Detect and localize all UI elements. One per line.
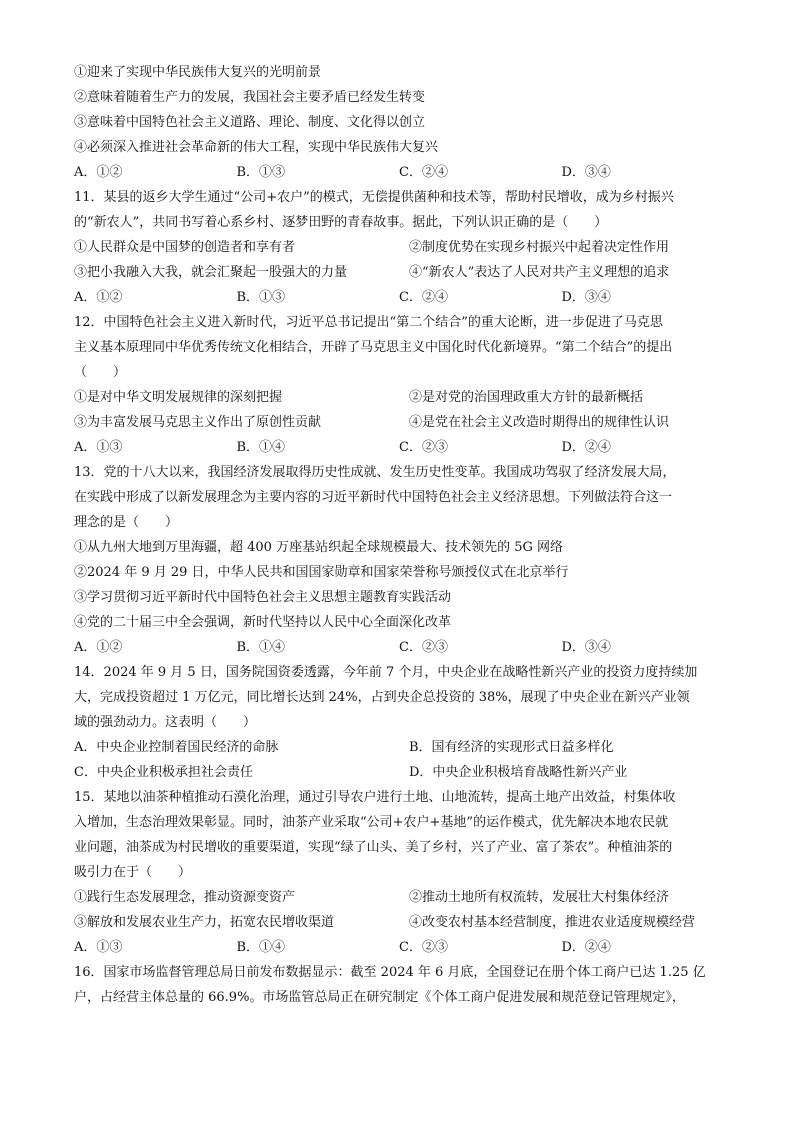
option-2: ②2024 年 9 月 29 日，中华人民共和国国家勋章和国家荣誉称号颁授仪式在北京举行 bbox=[74, 565, 569, 580]
option-1: ①践行生态发展理念，推动资源变资产 bbox=[74, 890, 296, 905]
answer-d[interactable]: D．②④ bbox=[561, 940, 611, 955]
answer-d[interactable]: D．③④ bbox=[561, 165, 611, 180]
question-stem-line: 16．国家市场监督管理总局日前发布数据显示：截至 2024 年 6 月底，全国登记在册个体工商户已达 1.25 亿 bbox=[74, 965, 706, 980]
question-stem-line: 业问题，油茶成为村民增收的重要渠道，实现“绿了山头、美了乡村，兴了产业、富了茶农”。种植油茶的 bbox=[74, 840, 673, 855]
option-3: ③解放和发展农业生产力，拓宽农民增收渠道 bbox=[74, 915, 335, 930]
option-row bbox=[74, 385, 724, 410]
answer-a[interactable]: A．①② bbox=[74, 640, 123, 655]
answer-choices bbox=[74, 435, 724, 460]
question-stem-line: 理念的是（ ） bbox=[74, 515, 179, 530]
answer-c[interactable]: C．②③ bbox=[399, 940, 448, 955]
question-stem-line: 11．某县的返乡大学生通过“公司+农户”的模式，无偿提供菌种和技术等，帮助村民增收，成为乡村振兴 bbox=[74, 190, 674, 205]
option-row bbox=[74, 235, 724, 260]
answer-c[interactable]: C．②④ bbox=[399, 165, 448, 180]
answer-choices bbox=[74, 635, 724, 660]
answer-a[interactable]: A．①③ bbox=[74, 940, 123, 955]
option-row bbox=[74, 760, 724, 785]
answer-choices bbox=[74, 935, 724, 960]
question-13 bbox=[74, 460, 724, 660]
answer-a[interactable]: A．中央企业控制着国民经济的命脉 bbox=[74, 740, 279, 755]
exam-page bbox=[74, 60, 724, 1010]
answer-b[interactable]: B．①④ bbox=[236, 940, 286, 955]
question-stem-line: 的“新农人”，共同书写着心系乡村、逐梦田野的青春故事。据此，下列认识正确的是（ ） bbox=[74, 215, 608, 230]
answer-choices bbox=[74, 160, 724, 185]
question-11 bbox=[74, 185, 724, 310]
answer-choices bbox=[74, 285, 724, 310]
option-2: ②制度优势在实现乡村振兴中起着决定性作用 bbox=[409, 240, 670, 255]
answer-c[interactable]: C．②④ bbox=[399, 290, 448, 305]
question-stem-line: 大，完成投资超过 1 万亿元，同比增长达到 24%，占到央企总投资的 38%，展现了中央企业在新兴产业领 bbox=[74, 690, 690, 705]
option-2: ②意味着随着生产力的发展，我国社会主要矛盾已经发生转变 bbox=[74, 90, 426, 105]
question-14 bbox=[74, 660, 724, 785]
answer-b[interactable]: B．①③ bbox=[236, 290, 286, 305]
answer-b[interactable]: B．①④ bbox=[236, 440, 286, 455]
option-1: ①从九州大地到万里海疆，超 400 万座基站织起全球规模最大、技术领先的 5G 网络 bbox=[74, 540, 563, 555]
option-4: ④改变农村基本经营制度，推进农业适度规模经营 bbox=[409, 915, 696, 930]
option-1: ①是对中华文明发展规律的深刻把握 bbox=[74, 390, 283, 405]
answer-c[interactable]: C．②③ bbox=[399, 640, 448, 655]
question-stem-line: 13．党的十八大以来，我国经济发展取得历史性成就、发生历史性变革。我国成功驾驭了经济发展大局， bbox=[74, 465, 676, 480]
option-1: ①人民群众是中国梦的创造者和享有者 bbox=[74, 240, 296, 255]
answer-a[interactable]: A．①② bbox=[74, 290, 123, 305]
question-16 bbox=[74, 960, 724, 1010]
option-2: ②是对党的治国理政重大方针的最新概括 bbox=[409, 390, 644, 405]
question-15 bbox=[74, 785, 724, 960]
answer-d[interactable]: D．中央企业积极培育战略性新兴产业 bbox=[409, 765, 628, 780]
question-stem-line: 入增加，生态治理效果彰显。同时，油茶产业采取“公司+农户+基地”的运作模式，优先解决本地农民就 bbox=[74, 815, 669, 830]
answer-a[interactable]: A．①③ bbox=[74, 440, 123, 455]
question-stem-line: 15．某地以油茶种植推动石漠化治理，通过引导农户进行土地、山地流转，提高土地产出效益，村集体收 bbox=[74, 790, 676, 805]
answer-b[interactable]: B．国有经济的实现形式日益多样化 bbox=[409, 740, 614, 755]
answer-d[interactable]: D．③④ bbox=[561, 640, 611, 655]
question-12 bbox=[74, 310, 724, 460]
question-stem-line: 吸引力在于（ ） bbox=[74, 865, 192, 880]
option-row bbox=[74, 735, 724, 760]
question-stem-line: 14．2024 年 9 月 5 日，国务院国资委透露，今年前 7 个月，中央企业在战略性新兴产业的投资力度持续加 bbox=[74, 665, 698, 680]
option-3: ③学习贯彻习近平新时代中国特色社会主义思想主题教育实践活动 bbox=[74, 590, 452, 605]
answer-d[interactable]: D．②④ bbox=[561, 440, 611, 455]
answer-b[interactable]: B．①④ bbox=[236, 640, 286, 655]
answer-b[interactable]: B．①③ bbox=[236, 165, 286, 180]
option-1: ①迎来了实现中华民族伟大复兴的光明前景 bbox=[74, 65, 322, 80]
question-stem-line: 12．中国特色社会主义进入新时代，习近平总书记提出“第二个结合”的重大论断，进一步促进了马克思 bbox=[74, 315, 663, 330]
question-stem-line: 户，占经营主体总量的 66.9%。市场监管总局正在研究制定《个体工商户促进发展和规范登记管理规定》， bbox=[74, 990, 685, 1005]
option-2: ②推动土地所有权流转，发展壮大村集体经济 bbox=[409, 890, 670, 905]
option-3: ③意味着中国特色社会主义道路、理论、制度、文化得以创立 bbox=[74, 115, 426, 130]
option-row bbox=[74, 885, 724, 910]
question-stem-line: 在实践中形成了以新发展理念为主要内容的习近平新时代中国特色社会主义经济思想。下列做法符合这一 bbox=[74, 490, 673, 505]
answer-a[interactable]: A．①② bbox=[74, 165, 123, 180]
continued-question bbox=[74, 60, 724, 185]
option-4: ④党的二十届三中全会强调，新时代坚持以人民中心全面深化改革 bbox=[74, 615, 452, 630]
option-4: ④必须深入推进社会革命新的伟大工程，实现中华民族伟大复兴 bbox=[74, 140, 439, 155]
option-row bbox=[74, 910, 724, 935]
option-3: ③把小我融入大我，就会汇聚起一股强大的力量 bbox=[74, 265, 348, 280]
question-stem-line: 域的强劲动力。这表明（ ） bbox=[74, 715, 257, 730]
answer-c[interactable]: C．中央企业积极承担社会责任 bbox=[74, 765, 253, 780]
question-stem-line: 主义基本原理同中华优秀传统文化相结合，开辟了马克思主义中国化时代化新境界。“第二个结合”的提出 bbox=[74, 340, 673, 355]
answer-d[interactable]: D．③④ bbox=[561, 290, 611, 305]
question-stem-line: （ ） bbox=[74, 365, 127, 380]
option-3: ③为丰富发展马克思主义作出了原创性贡献 bbox=[74, 415, 322, 430]
option-row bbox=[74, 260, 724, 285]
option-4: ④是党在社会主义改造时期得出的规律性认识 bbox=[409, 415, 670, 430]
option-4: ④“新农人”表达了人民对共产主义理想的追求 bbox=[409, 265, 670, 280]
answer-c[interactable]: C．②③ bbox=[399, 440, 448, 455]
option-row bbox=[74, 410, 724, 435]
